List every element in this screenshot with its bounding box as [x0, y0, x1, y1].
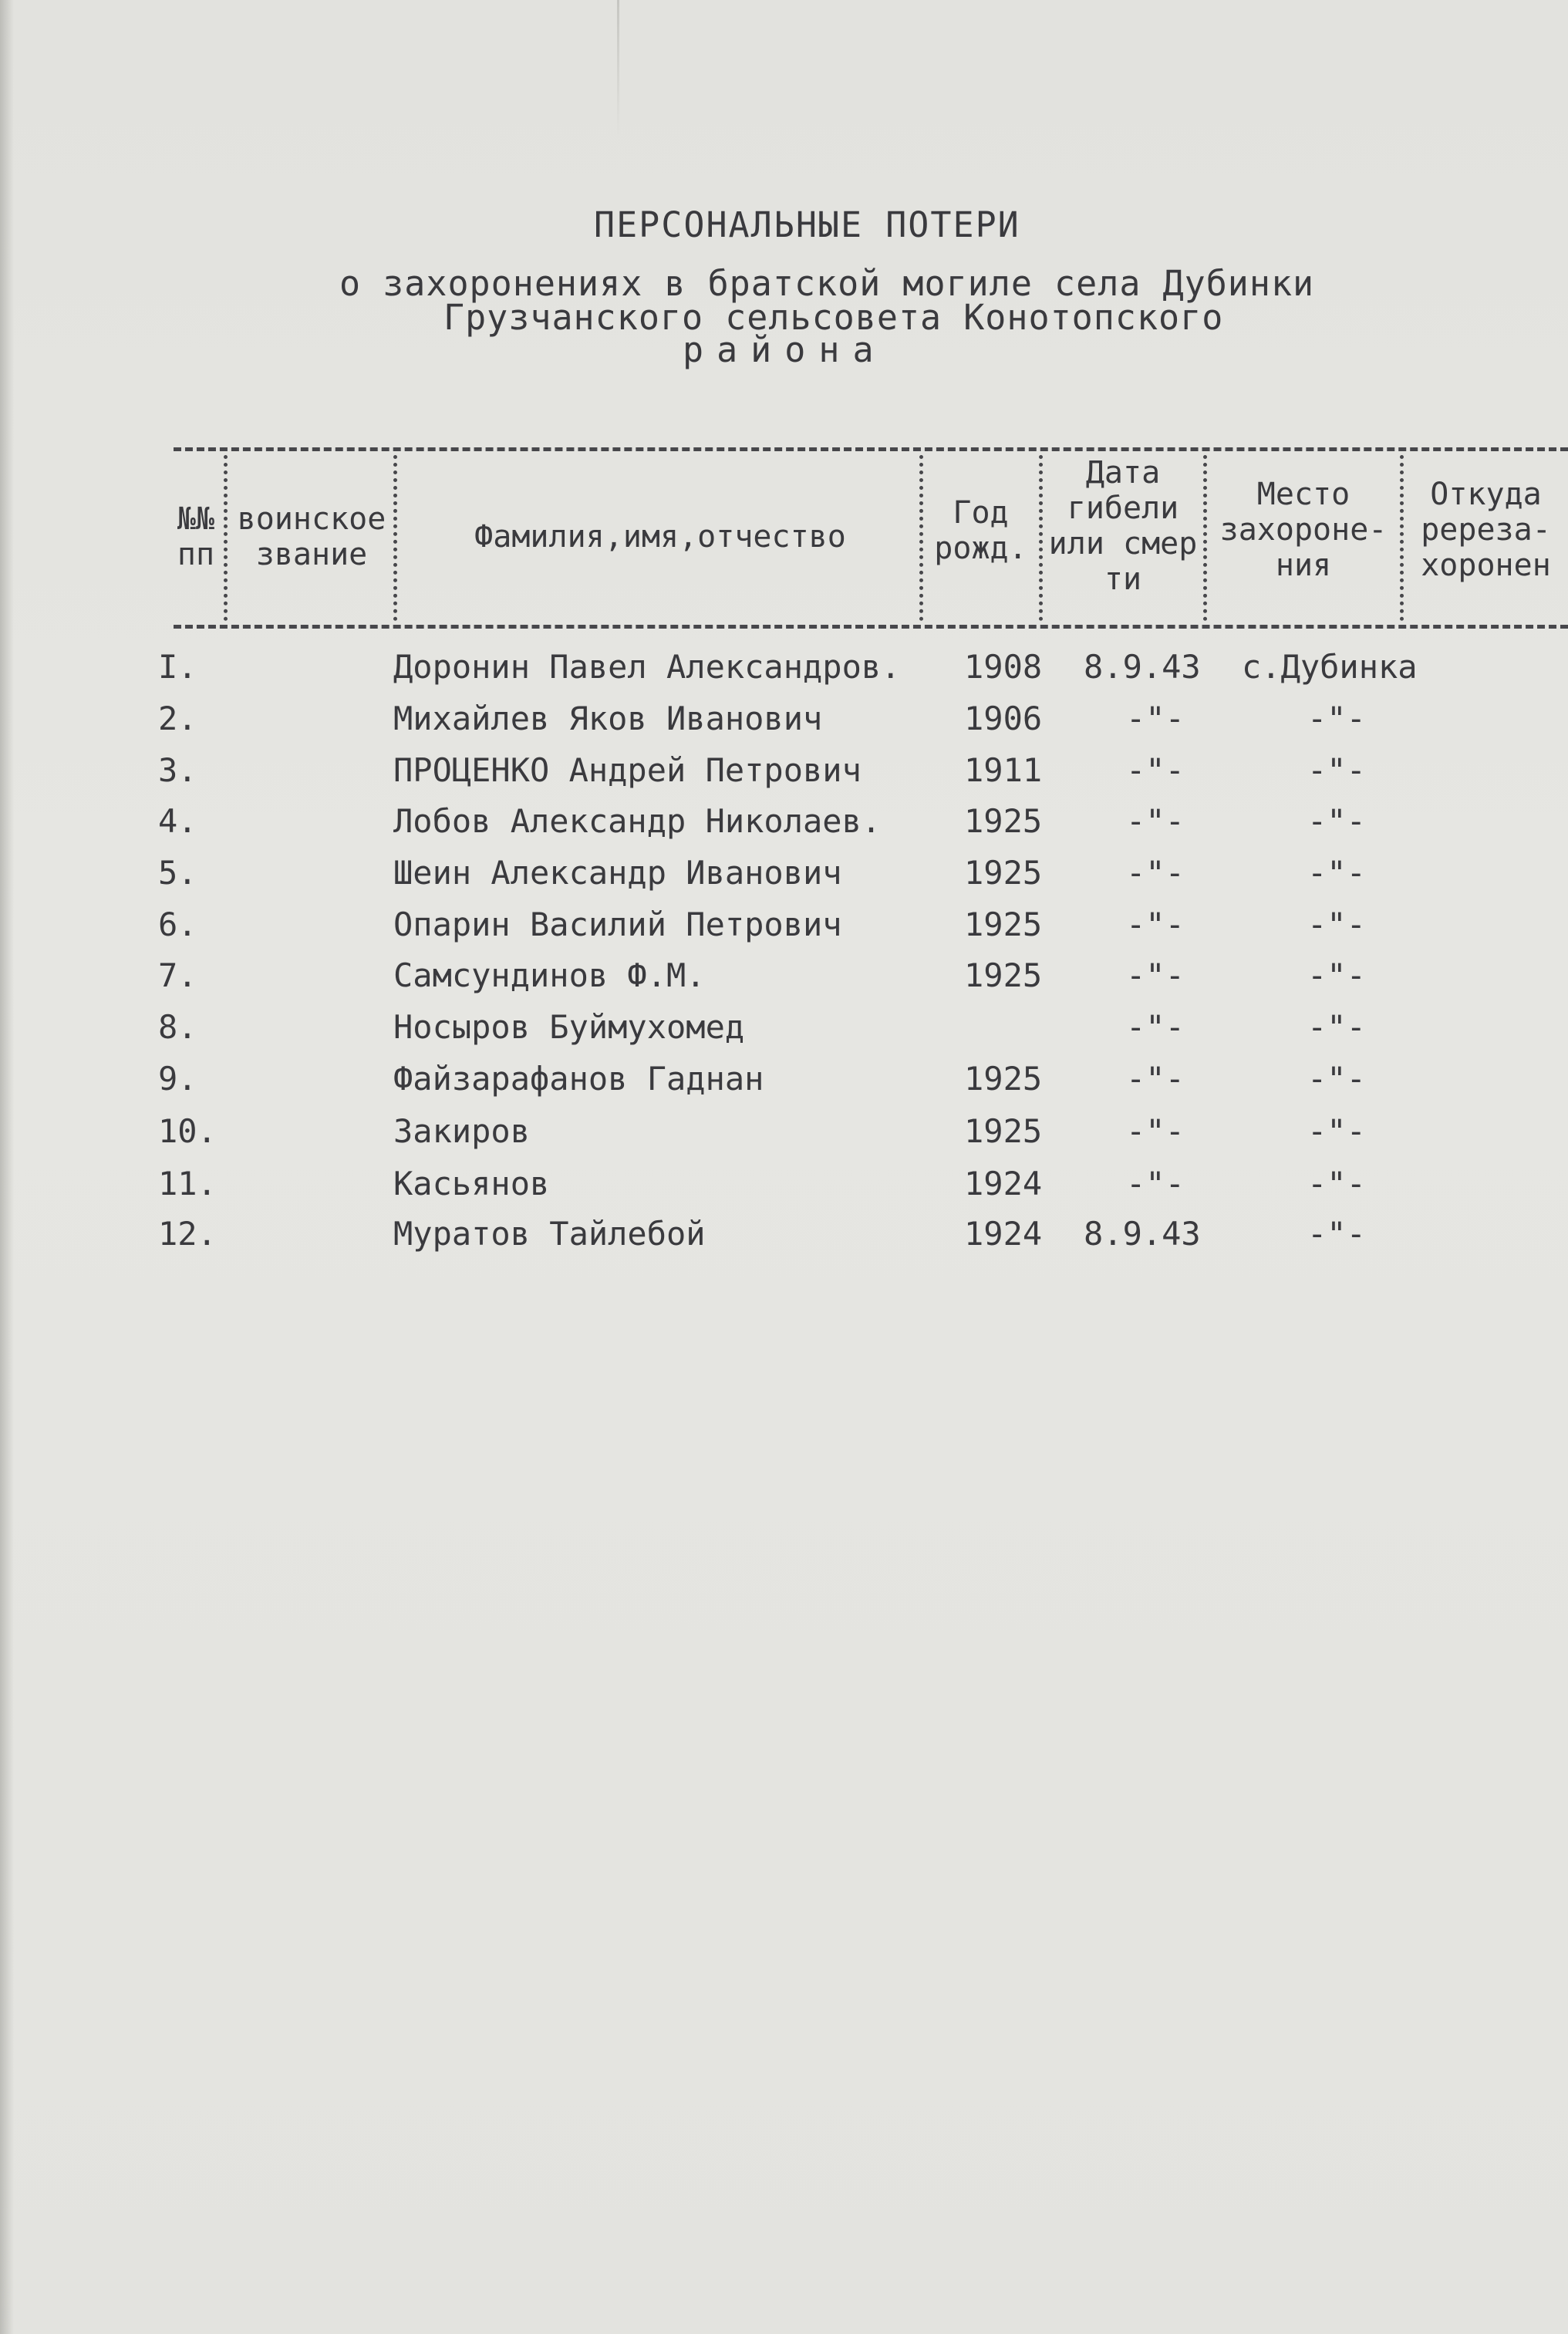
row-num: 10. — [158, 1112, 217, 1150]
column-separator — [224, 455, 228, 621]
row-death-date: 8.9.43 — [1084, 1215, 1201, 1253]
row-num: 5. — [158, 854, 197, 892]
row-death-date: -"- — [1126, 700, 1185, 737]
row-burial-place: -"- — [1307, 854, 1366, 892]
row-name: Закиров — [393, 1112, 531, 1150]
row-death-date: -"- — [1126, 1112, 1185, 1150]
row-name: Касьянов — [393, 1165, 550, 1202]
header-reburied-from: Откуда pереза- хоронен — [1421, 477, 1551, 583]
row-num: 4. — [158, 802, 197, 840]
header-death-date: Дата гибели или смер ти — [1048, 455, 1198, 597]
row-name: Носыров Буймухомед — [393, 1008, 745, 1046]
row-birth-year: 1911 — [964, 751, 1043, 789]
row-num: I. — [158, 648, 197, 686]
row-birth-year: 1906 — [964, 700, 1043, 737]
header-rank: воинское звание — [237, 501, 386, 572]
header-birth-year: Год рожд. — [934, 495, 1027, 566]
row-num: 6. — [158, 906, 197, 943]
row-death-date: -"- — [1126, 1060, 1185, 1098]
header-name: Фамилия,имя,отчество — [474, 519, 846, 555]
row-death-date: -"- — [1126, 956, 1185, 994]
document-subtitle-line1: о захоронениях в братской могиле села Дубинки — [339, 263, 1315, 304]
document-subtitle-line2: Грузчанского сельсовета Конотопского — [443, 297, 1224, 338]
row-death-date: -"- — [1126, 906, 1185, 943]
row-name: Опарин Василий Петрович — [393, 906, 842, 943]
paper-crease — [617, 0, 619, 139]
row-burial-place: -"- — [1307, 802, 1366, 840]
row-birth-year: 1908 — [964, 648, 1043, 686]
row-burial-place: -"- — [1307, 1215, 1366, 1253]
row-death-date: -"- — [1126, 1008, 1185, 1046]
row-name: Муратов Тайлебой — [393, 1215, 706, 1253]
row-num: 11. — [158, 1165, 217, 1202]
row-birth-year: 1925 — [964, 1112, 1043, 1150]
row-burial-place: -"- — [1307, 1060, 1366, 1098]
row-burial-place: с.Дубинка — [1242, 648, 1418, 686]
row-death-date: -"- — [1126, 802, 1185, 840]
row-death-date: -"- — [1126, 1165, 1185, 1202]
row-name: Самсундинов Ф.М. — [393, 956, 706, 994]
row-birth-year: 1925 — [964, 802, 1043, 840]
header-num: №№ пп — [177, 501, 215, 572]
row-num: 7. — [158, 956, 197, 994]
row-death-date: -"- — [1126, 854, 1185, 892]
table-header-bottom-rule — [174, 625, 1568, 629]
row-burial-place: -"- — [1307, 751, 1366, 789]
row-death-date: 8.9.43 — [1084, 648, 1201, 686]
row-burial-place: -"- — [1307, 700, 1366, 737]
document-title: ПЕРСОНАЛЬНЫЕ ПОТЕРИ — [594, 204, 1020, 245]
row-birth-year: 1925 — [964, 854, 1043, 892]
row-burial-place: -"- — [1307, 956, 1366, 994]
column-separator — [393, 455, 397, 621]
row-num: 12. — [158, 1215, 217, 1253]
row-name: Файзарафанов Гаднан — [393, 1060, 764, 1098]
row-name: Михайлев Яков Иванович — [393, 700, 823, 737]
row-birth-year: 1925 — [964, 956, 1043, 994]
row-num: 2. — [158, 700, 197, 737]
row-burial-place: -"- — [1307, 906, 1366, 943]
row-name: Доронин Павел Александров. — [393, 648, 901, 686]
document-subtitle-line3: района — [683, 329, 887, 370]
row-birth-year: 1925 — [964, 906, 1043, 943]
row-birth-year: 1924 — [964, 1215, 1043, 1253]
table-top-rule — [174, 447, 1568, 451]
row-num: 3. — [158, 751, 197, 789]
row-death-date: -"- — [1126, 751, 1185, 789]
row-num: 9. — [158, 1060, 197, 1098]
paper-fold-shadow — [0, 0, 14, 2334]
header-burial-place: Место захороне- ния — [1219, 477, 1388, 583]
row-num: 8. — [158, 1008, 197, 1046]
row-name: Шеин Александр Иванович — [393, 854, 842, 892]
row-burial-place: -"- — [1307, 1008, 1366, 1046]
row-burial-place: -"- — [1307, 1165, 1366, 1202]
row-burial-place: -"- — [1307, 1112, 1366, 1150]
row-name: Лобов Александр Николаев. — [393, 802, 882, 840]
row-birth-year: 1924 — [964, 1165, 1043, 1202]
row-name: ПРОЦЕНКО Андрей Петрович — [393, 751, 862, 789]
row-birth-year: 1925 — [964, 1060, 1043, 1098]
